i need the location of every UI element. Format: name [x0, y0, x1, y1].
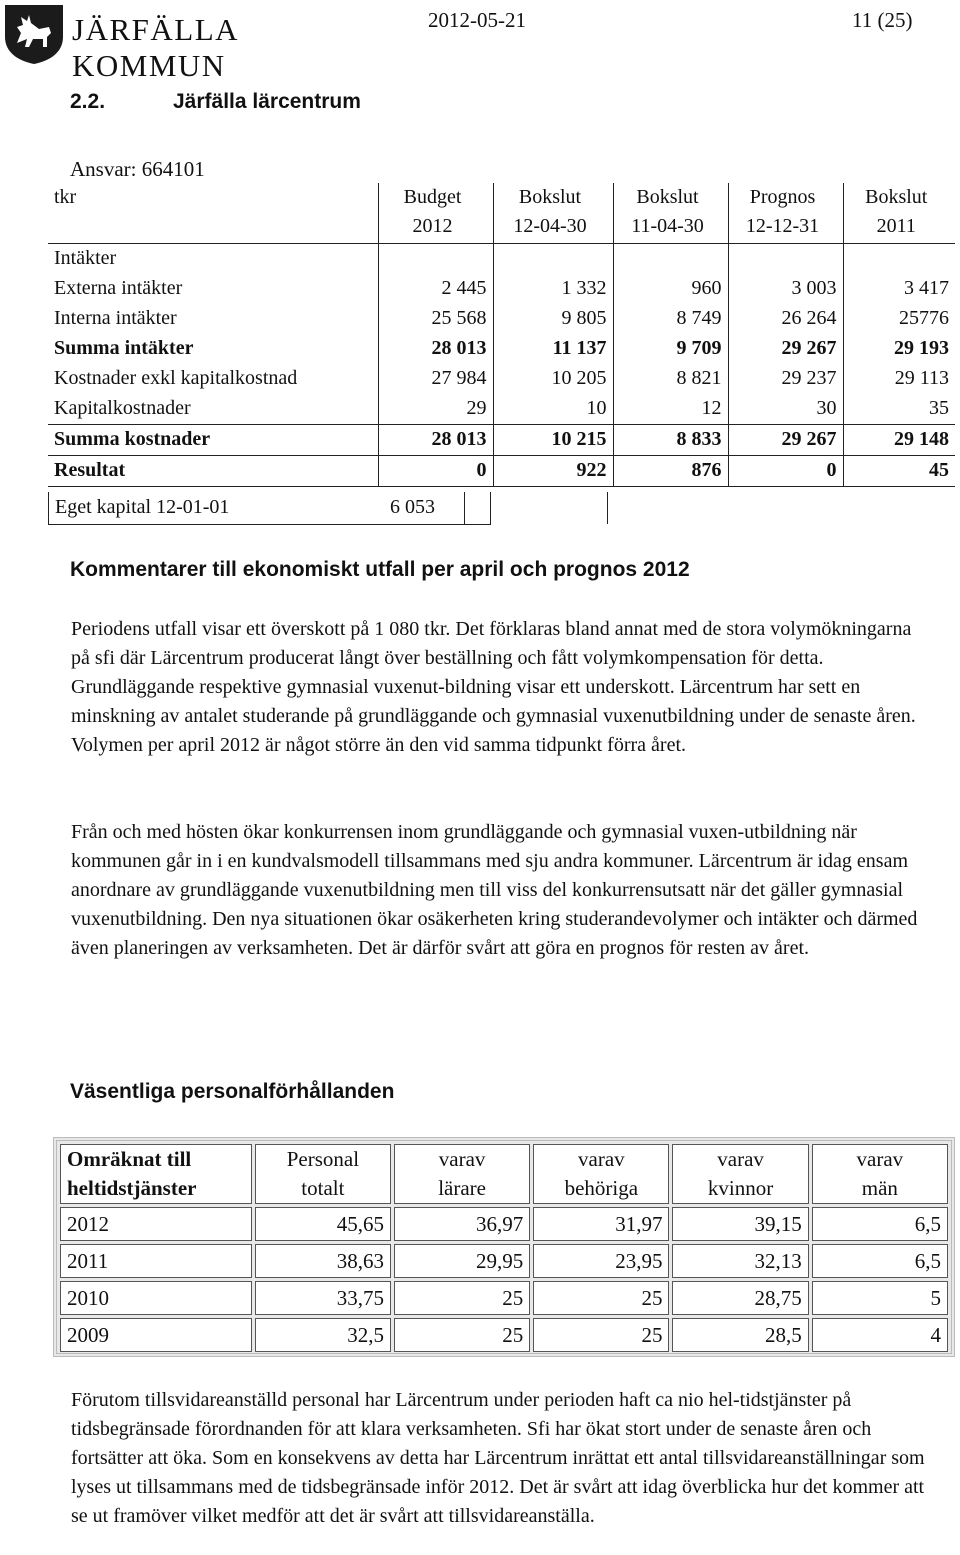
finance-cell: 0 [728, 456, 843, 487]
personnel-table [57, 1141, 951, 1355]
finance-cell: 29 267 [728, 334, 843, 364]
finance-row-label: Kapitalkostnader [54, 397, 191, 419]
finance-cell: 960 [613, 274, 728, 304]
comments-heading: Kommentarer till ekonomiskt utfall per april och prognos 2012 [70, 558, 690, 581]
personnel-header-text: varav [717, 1147, 764, 1171]
personnel-cell: 28,5 [672, 1318, 808, 1352]
finance-cell: 26 264 [728, 304, 843, 334]
personnel-header-text: behöriga [564, 1176, 639, 1200]
finance-cell: 35 [843, 394, 955, 425]
finance-cell: 9 709 [613, 334, 728, 364]
finance-row [48, 394, 955, 425]
finance-cell: 25 568 [378, 304, 493, 334]
finance-cell [613, 244, 728, 275]
finance-header-text: Bokslut [865, 186, 928, 208]
finance-row [48, 304, 955, 334]
finance-cell: 11 137 [493, 334, 613, 364]
personnel-cell: 5 [812, 1281, 948, 1315]
finance-row-label: Interna intäkter [54, 307, 177, 329]
equity-row [48, 492, 491, 525]
finance-cell: 9 805 [493, 304, 613, 334]
comments-paragraph-2: Från och med hösten ökar konkurrensen inom grundläggande och gymnasial vuxen-utbildning när kommunen går in i en kundvalsmodell tillsammans med sju andra kommuner. Lärcentrum är idag ensam anordnare av grundläggande vuxenutbildning men till viss del konkurrensutsatt när det gäller gymnasial vuxenutbildning. Den nya situationen ökar osäkerheten kring studerandevolymer och intäkter och därmed även planeringen av verksamheten. Det är därför svårt att göra en prognos för resten av året. [71, 821, 918, 959]
personnel-cell: 2012 [60, 1207, 252, 1241]
personnel-header-row [60, 1144, 948, 1204]
finance-cell: 8 833 [613, 425, 728, 456]
personnel-cell: 25 [533, 1281, 669, 1315]
finance-row-label: Summa kostnader [48, 425, 378, 456]
finance-cell: 876 [613, 456, 728, 487]
personnel-header-text: män [861, 1176, 898, 1200]
finance-header-row [48, 183, 955, 244]
personnel-row [60, 1244, 948, 1278]
personnel-cell: 28,75 [672, 1281, 808, 1315]
personnel-cell: 36,97 [394, 1207, 530, 1241]
personnel-cell: 31,97 [533, 1207, 669, 1241]
personnel-header-text: heltidstjänster [67, 1176, 197, 1200]
personnel-cell: 6,5 [812, 1207, 948, 1241]
finance-row-label: Resultat [48, 456, 378, 487]
finance-row [48, 425, 955, 456]
finance-header-cell [843, 183, 955, 244]
finance-header-text: 12-04-30 [513, 215, 587, 237]
municipality-logo [0, 0, 380, 83]
personnel-cell: 32,13 [672, 1244, 808, 1278]
comments-paragraph-1: Periodens utfall visar ett överskott på 1 080 tkr. Det förklaras bland annat med de stora volymökningarna på sfi där Lärcentrum producerat långt över beställning och fått volymkompensation för detta. Grundläggande respektive gymnasial vuxenut-bildning visar ett underskott. Lärcentrum har sett en minskning av antalet studerande på grundläggande och gymnasial vuxenutbildning under de senaste åren. Volymen per april 2012 är något större än den vid samma tidpunkt förra året. [71, 618, 916, 756]
finance-cell: 3 417 [843, 274, 955, 304]
finance-cell: 29 [378, 394, 493, 425]
personnel-cell: 2009 [60, 1318, 252, 1352]
personnel-header-text: totalt [301, 1176, 345, 1200]
page-number: 11 (25) [852, 8, 913, 32]
finance-cell: 30 [728, 394, 843, 425]
personnel-cell: 29,95 [394, 1244, 530, 1278]
finance-table [48, 183, 955, 487]
finance-header-text: Bokslut [636, 186, 699, 208]
finance-header-cell [48, 183, 378, 244]
personnel-header-text: varav [438, 1147, 486, 1171]
personnel-header-cell [394, 1144, 530, 1204]
finance-cell: 8 749 [613, 304, 728, 334]
finance-cell [728, 244, 843, 275]
finance-header-text: 2011 [876, 215, 916, 237]
finance-row [48, 364, 955, 394]
personnel-row [60, 1318, 948, 1352]
personnel-heading: Väsentliga personalförhållanden [70, 1080, 395, 1103]
personnel-cell: 2010 [60, 1281, 252, 1315]
finance-row [48, 274, 955, 304]
finance-row [48, 456, 955, 487]
finance-cell: 8 821 [613, 364, 728, 394]
personnel-header-text: varav [578, 1147, 625, 1171]
personnel-cell: 2011 [60, 1244, 252, 1278]
section-number: 2.2. [70, 90, 106, 113]
finance-header-cell [493, 183, 613, 244]
finance-cell [378, 244, 493, 275]
finance-row-label: Intäkter [48, 244, 378, 275]
finance-cell: 29 237 [728, 364, 843, 394]
personnel-table-frame [53, 1137, 955, 1357]
personnel-cell: 25 [533, 1318, 669, 1352]
equity-tick [607, 492, 608, 524]
finance-cell: 27 984 [378, 364, 493, 394]
finance-header-text: Prognos [749, 186, 816, 208]
personnel-cell: 25 [394, 1281, 530, 1315]
finance-cell: 1 332 [493, 274, 613, 304]
finance-cell: 10 205 [493, 364, 613, 394]
finance-header-cell [378, 183, 493, 244]
finance-cell: 2 445 [378, 274, 493, 304]
personnel-header-text: Omräknat till [67, 1147, 192, 1171]
personnel-cell: 6,5 [812, 1244, 948, 1278]
finance-cell: 28 013 [378, 334, 493, 364]
equity-divider [464, 492, 465, 524]
responsibility-code: Ansvar: 664101 [70, 157, 205, 181]
finance-cell: 29 113 [843, 364, 955, 394]
finance-header-text: 2012 [412, 215, 453, 237]
personnel-header-text: Personal [286, 1147, 360, 1171]
finance-row-label: Summa intäkter [54, 337, 194, 359]
personnel-row [60, 1207, 948, 1241]
finance-header-cell [613, 183, 728, 244]
personnel-cell: 25 [394, 1318, 530, 1352]
finance-cell: 10 215 [493, 425, 613, 456]
finance-cell: 3 003 [728, 274, 843, 304]
finance-row-label: Externa intäkter [54, 277, 183, 299]
section-title: Järfälla lärcentrum [173, 90, 361, 113]
finance-header-text: tkr [54, 186, 77, 208]
personnel-cell: 38,63 [255, 1244, 391, 1278]
finance-row [48, 244, 955, 275]
equity-label: Eget kapital 12-01-01 [55, 496, 230, 518]
finance-cell: 45 [843, 456, 955, 487]
personnel-header-text: lärare [438, 1176, 486, 1200]
finance-cell: 28 013 [378, 425, 493, 456]
document-date: 2012-05-21 [428, 8, 526, 32]
finance-header-text: Bokslut [518, 186, 582, 208]
finance-header-text: Budget [403, 186, 462, 208]
finance-header-cell [728, 183, 843, 244]
personnel-cell: 45,65 [255, 1207, 391, 1241]
finance-cell: 0 [378, 456, 493, 487]
finance-row-label: Kostnader exkl kapitalkostnad [54, 367, 298, 389]
personnel-header-cell [812, 1144, 948, 1204]
org-name: JÄRFÄLLA KOMMUN [72, 12, 238, 83]
personnel-header-cell [672, 1144, 808, 1204]
personnel-header-cell [255, 1144, 391, 1204]
coat-of-arms-icon [3, 3, 65, 65]
finance-header-text: 11-04-30 [631, 215, 704, 237]
finance-cell: 25776 [843, 304, 955, 334]
finance-cell: 12 [613, 394, 728, 425]
personnel-cell: 23,95 [533, 1244, 669, 1278]
finance-cell: 922 [493, 456, 613, 487]
finance-header-text: 12-12-31 [745, 215, 820, 237]
finance-cell: 29 267 [728, 425, 843, 456]
personnel-header-text: kvinnor [707, 1176, 774, 1200]
personnel-cell: 4 [812, 1318, 948, 1352]
personnel-header-text: varav [856, 1147, 904, 1171]
personnel-cell: 39,15 [672, 1207, 808, 1241]
personnel-paragraph: Förutom tillsvidareanställd personal har Lärcentrum under perioden haft ca nio hel-tidstjänster på tidsbegränsade förordnanden för att klara verksamheten. Sfi har ökat stort under de senaste åren och fortsätter att öka. Som en konsekvens av detta har Lärcentrum inrättat ett antal tillsvidareanställningar som lyses ut tillsammans med de tidsbegränsade inför 2012. Det är svårt att idag överblicka hur det kommer att se ut framöver vilket medför att det är svårt att tillsvidareanställa. [71, 1389, 925, 1527]
finance-cell [843, 244, 955, 275]
finance-cell: 29 193 [843, 334, 955, 364]
finance-cell: 29 148 [843, 425, 955, 456]
personnel-header-cell [60, 1144, 252, 1204]
finance-cell [493, 244, 613, 275]
equity-value: 6 053 [390, 496, 435, 518]
personnel-cell: 32,5 [255, 1318, 391, 1352]
finance-row [48, 334, 955, 364]
personnel-header-cell [533, 1144, 669, 1204]
personnel-cell: 33,75 [255, 1281, 391, 1315]
personnel-row [60, 1281, 948, 1315]
finance-cell: 10 [493, 394, 613, 425]
